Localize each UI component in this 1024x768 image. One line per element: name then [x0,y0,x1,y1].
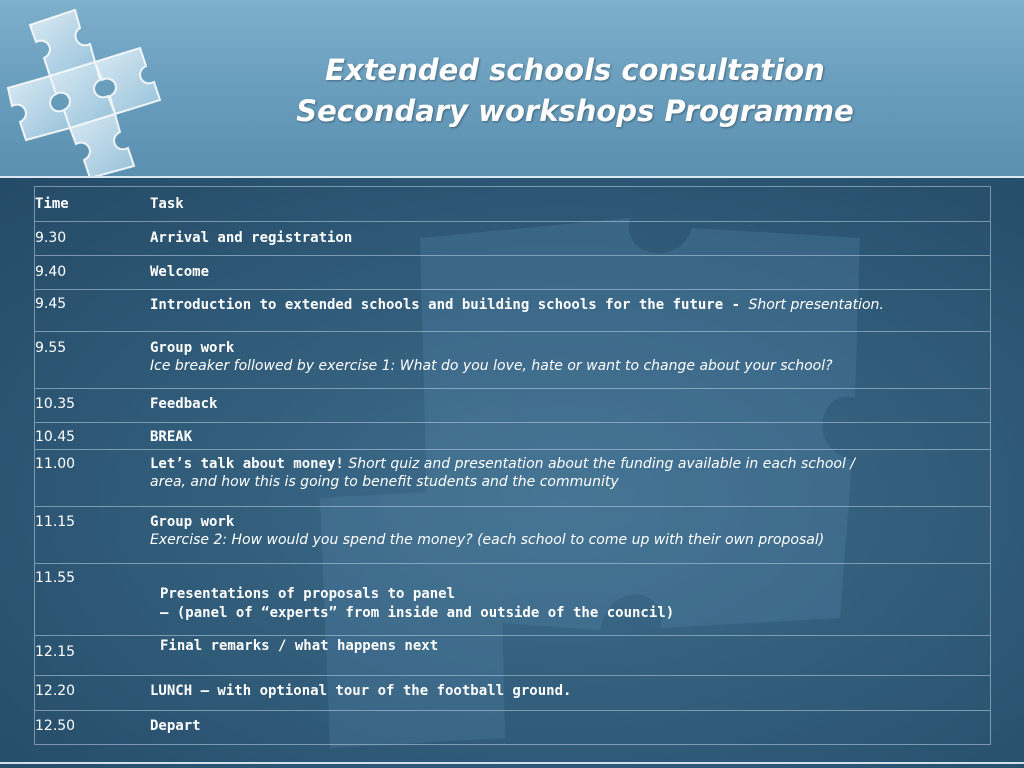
title-line-2: Secondary workshops Programme [296,94,854,128]
row-time: 11.00 [35,456,76,472]
table-row [35,564,991,636]
row-time: 10.45 [35,429,76,445]
row-time: 12.15 [35,644,76,660]
row-time: 9.45 [35,296,67,312]
table-row [35,636,991,676]
row-task: Introduction to extended schools and building schools for the future - [150,297,749,313]
row-task: Welcome [150,264,210,280]
row-time: 9.30 [35,230,67,246]
table-row [35,423,991,450]
row-task: Feedback [150,396,218,412]
table-row [35,450,991,507]
row-task: Arrival and registration [150,230,353,246]
table-row [35,256,991,290]
row-task-detail: area, and how this is going to benefit students and the community [150,474,619,490]
row-task: Final remarks / what happens next [160,638,439,654]
row-task-detail: – (panel of “experts” from inside and outside of the council) [160,605,675,621]
row-time: 10.35 [35,396,76,412]
row-time: 12.50 [35,718,76,734]
table-row [35,290,991,332]
table-row [35,507,991,564]
table-header-row [35,187,991,222]
puzzle-pieces-icon [0,0,185,178]
programme-table [34,186,991,745]
header-task: Task [150,196,184,212]
row-task: Presentations of proposals to panel [160,586,456,602]
page-title [250,50,900,132]
row-task-note: Short presentation. [748,297,884,313]
row-time: 9.40 [35,264,67,280]
header-banner [0,0,1024,178]
row-task: Let’s talk about money! [150,456,344,472]
header-time: Time [35,196,69,212]
row-task: Group work [150,514,235,530]
table-row [35,711,991,745]
table-row [35,332,991,389]
row-task-note: Short quiz and presentation about the funding available in each school / [343,456,856,472]
table-row [35,222,991,256]
row-task: BREAK [150,429,193,445]
footer-divider [0,762,1024,764]
row-task: Depart [150,718,201,734]
row-task: LUNCH – with optional tour of the football ground. [150,683,572,699]
table-row [35,676,991,711]
table-row [35,389,991,423]
row-time: 11.15 [35,514,76,530]
row-time: 11.55 [35,570,76,586]
title-line-1: Extended schools consultation [325,53,825,87]
row-time: 12.20 [35,683,76,699]
row-time: 9.55 [35,340,67,356]
row-task-detail: Exercise 2: How would you spend the money? (each school to come up with their own proposal) [150,532,825,548]
row-task-detail: Ice breaker followed by exercise 1: What do you love, hate or want to change about your school? [150,358,833,374]
row-task: Group work [150,340,235,356]
